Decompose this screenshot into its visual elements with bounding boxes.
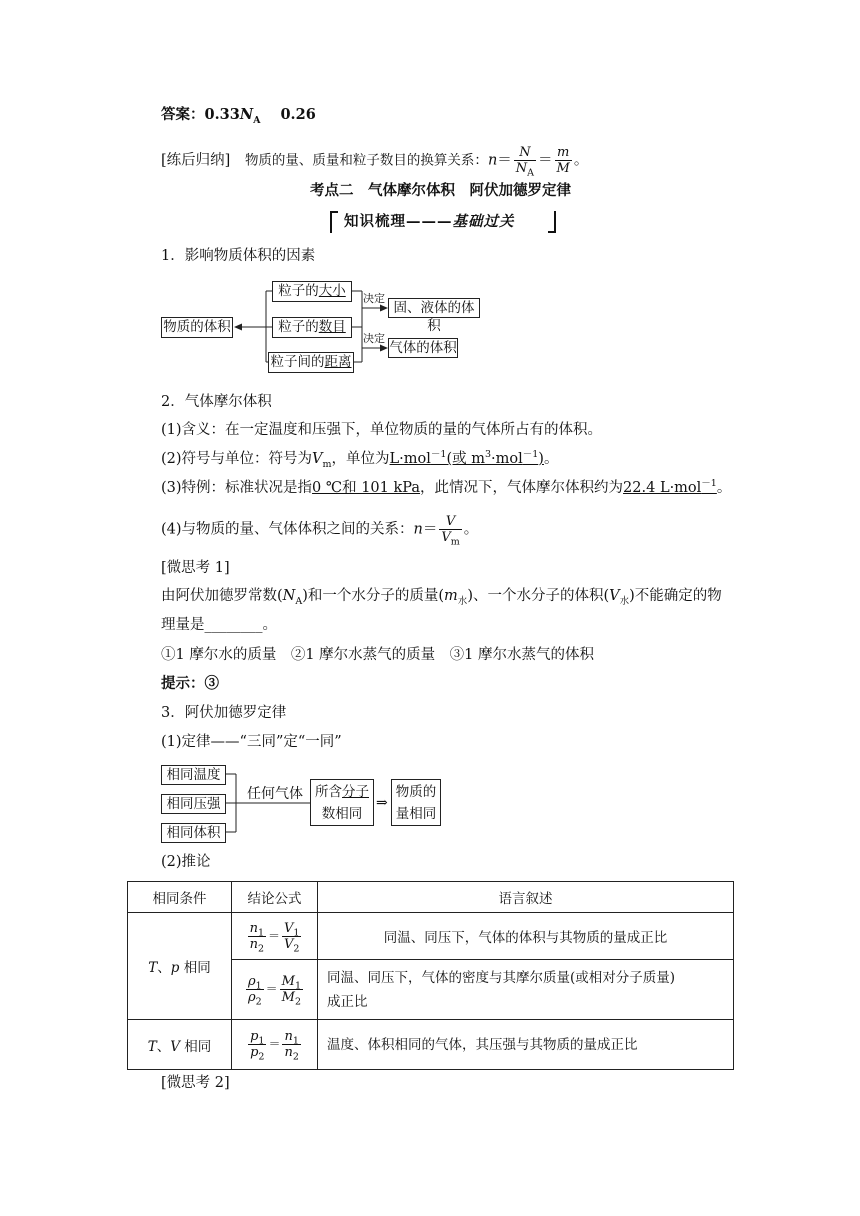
- header-description: 语言叙述: [318, 882, 734, 913]
- answer-label: 答案：: [161, 106, 205, 123]
- think2-tag: [微思考 2]: [161, 1075, 230, 1091]
- unit-3-sup: －1: [522, 449, 539, 461]
- l4-V: V: [445, 514, 456, 529]
- header-formula: 结论公式: [232, 882, 318, 913]
- s2-l4-a: (4)与物质的量、气体体积之间的关系：: [161, 521, 414, 538]
- cond1-p: p: [170, 960, 180, 976]
- box-same-molecule-count: [310, 779, 374, 826]
- summary-text: 物质的量、质量和粒子数目的换算关系：: [244, 152, 488, 169]
- f1-eq: ＝: [267, 928, 280, 943]
- box-gas-volume: 气体的体积: [389, 340, 457, 356]
- q1-m: m: [444, 588, 458, 604]
- stp-condition: 0 ℃和 101 kPa: [312, 480, 421, 496]
- s3-line-1: (1)定律——“三同”定“一同”: [161, 734, 342, 750]
- answer-unit-n: N: [239, 106, 254, 123]
- box-same-amount: [391, 779, 441, 826]
- q1-V-sub: 水: [619, 595, 630, 607]
- unit-2-sup: 3: [484, 449, 492, 461]
- summary-m: m: [557, 145, 570, 160]
- amount-line-2: 量相同: [395, 806, 437, 822]
- answer-unit-sub: A: [253, 114, 261, 126]
- s1-heading: 1．影响物质体积的因素: [161, 248, 316, 264]
- formula-rho-M: [232, 960, 318, 1020]
- f3-eq: ＝: [268, 1037, 281, 1051]
- unit-3: ·mol: [491, 451, 523, 467]
- f2-M2: M: [281, 990, 295, 1005]
- l4-eq: ＝: [422, 521, 438, 538]
- f3-pre: 粒子间的: [270, 354, 325, 370]
- f3-p1: p: [250, 1029, 259, 1044]
- f3-underlined: 距离: [324, 354, 352, 370]
- table-row: [128, 913, 734, 960]
- vm-symbol: V: [312, 451, 323, 467]
- cond2-T: T: [147, 1038, 157, 1055]
- cond1-sep: 、: [157, 960, 171, 976]
- f1-V1-sub: 1: [293, 927, 300, 939]
- unit-1-sup: －1: [430, 449, 447, 461]
- table-header-row: [128, 882, 734, 913]
- formula-n-V: [232, 913, 318, 960]
- cond1-T: T: [148, 960, 158, 976]
- f1-n1-sub: 1: [257, 927, 264, 939]
- f1-V2-sub: 2: [293, 943, 300, 955]
- f2-underlined: 数目: [318, 319, 346, 335]
- vm-sub: m: [322, 458, 332, 470]
- s2-l4-end: 。: [463, 521, 479, 538]
- answer-value-1: 0.33: [204, 106, 240, 123]
- unit-2: (或 m: [446, 451, 485, 467]
- l4-Vm: V: [441, 530, 451, 545]
- s2-line-1: (1)含义：在一定温度和压强下，单位物质的量的气体所占有的体积。: [161, 422, 603, 438]
- corollary-table: [127, 881, 734, 1070]
- f3-p2: p: [250, 1045, 259, 1060]
- contain-pre: 所含: [315, 784, 342, 800]
- f1-n2: n: [249, 936, 258, 952]
- f2-rho1: ρ: [247, 974, 256, 989]
- header-condition: 相同条件: [128, 882, 232, 913]
- f3-n1: n: [284, 1029, 293, 1044]
- unit-4: ): [538, 451, 544, 467]
- any-gas-label: 任何气体: [247, 786, 303, 802]
- s2-heading: 2．气体摩尔体积: [161, 394, 272, 410]
- think1-question-2: 理量是________。: [161, 617, 277, 633]
- banner-dash: ———: [406, 213, 453, 230]
- summary-tag: [练后归纳]: [161, 152, 231, 169]
- box-same-temperature: 相同温度: [161, 765, 226, 785]
- q1-c: )、一个水分子的体积(: [467, 588, 610, 604]
- f3-n2: n: [284, 1045, 293, 1060]
- desc-2: [318, 960, 734, 1020]
- summary-N: N: [519, 145, 531, 160]
- summary-eq: ＝: [497, 152, 512, 169]
- molar-volume-value: 22.4 L·mol: [623, 480, 702, 496]
- summary-NA-sub: A: [527, 167, 535, 179]
- s2-l3-a: (3)特例：标准状况是指: [161, 480, 313, 496]
- s3-line-2: (2)推论: [161, 854, 211, 870]
- molecule-line-1: [311, 783, 373, 801]
- decide-label-1: 决定: [363, 292, 385, 305]
- think1-options: ①1 摩尔水的质量 ②1 摩尔水蒸气的质量 ③1 摩尔水蒸气的体积: [161, 647, 595, 663]
- box-same-pressure: 相同压强: [161, 794, 226, 814]
- unit-1: L·mol: [389, 451, 431, 467]
- contain-underlined: 分子: [342, 784, 369, 800]
- q1-V: V: [609, 588, 620, 604]
- f2-M1: M: [281, 974, 295, 989]
- f1-pre: 粒子的: [278, 283, 319, 299]
- f2-rho2-sub: 2: [255, 996, 262, 1008]
- desc-2-line-1: 同温、同压下，气体的密度与其摩尔质量(或相对分子质量): [327, 969, 676, 986]
- answer-value-2: 0.26: [280, 106, 316, 123]
- s2-l3-b: ，此情况下，气体摩尔体积约为: [420, 480, 624, 496]
- section-title: 考点二 气体摩尔体积 阿伏加德罗定律: [310, 182, 571, 199]
- f2-eq: ＝: [265, 982, 278, 996]
- formula-p-n: [232, 1020, 318, 1070]
- f3-p1-sub: 1: [258, 1035, 265, 1047]
- table-row: [128, 1020, 734, 1070]
- s3-heading: 3．阿伏加德罗定律: [161, 705, 287, 721]
- l4-n: n: [413, 521, 423, 538]
- cond1-tail: 相同: [179, 960, 211, 976]
- f2-M2-sub: 2: [294, 996, 302, 1008]
- f2-M1-sub: 1: [294, 980, 302, 992]
- implies-arrow: ⇒: [376, 795, 388, 811]
- s2-l2-end: 。: [543, 451, 559, 467]
- box-substance-volume: 物质的体积: [161, 317, 233, 338]
- q1-m-sub: 水: [457, 595, 468, 607]
- f2-pre: 粒子的: [278, 319, 319, 335]
- think1-tag: [微思考 1]: [161, 560, 230, 576]
- f1-n2-sub: 2: [257, 943, 264, 955]
- f1-underlined: 大小: [318, 283, 346, 299]
- f3-n2-sub: 2: [292, 1051, 299, 1063]
- amount-line-1: 物质的: [395, 784, 437, 800]
- f3-p2-sub: 2: [258, 1051, 265, 1063]
- desc-1: 同温、同压下，气体的体积与其物质的量成正比: [318, 913, 734, 960]
- cond2-sep: 、: [156, 1038, 171, 1055]
- f2-rho2: ρ: [247, 990, 256, 1005]
- summary-NA: N: [515, 161, 528, 176]
- s2-l3-end: 。: [716, 480, 732, 496]
- summary-n: n: [487, 152, 498, 169]
- f1-n1: n: [249, 920, 258, 936]
- molar-volume-sup: －1: [701, 478, 717, 490]
- summary-M: M: [556, 161, 570, 176]
- cond-same-T-p: [128, 913, 232, 1020]
- l4-Vm-sub: m: [450, 536, 460, 548]
- cond2-V: V: [170, 1038, 180, 1055]
- cond2-tail: 相同: [179, 1038, 212, 1055]
- summary-end: 。: [573, 152, 589, 169]
- summary-eq-2: ＝: [538, 152, 553, 169]
- f1-V1: V: [284, 920, 294, 936]
- q1-d: )不能确定的物: [629, 588, 722, 604]
- q1-NA: N: [282, 588, 296, 604]
- box-solid-liquid-volume: 固、液体的体积: [388, 298, 480, 318]
- decide-label-2: 决定: [363, 332, 385, 345]
- s2-l2-b: ，单位为: [331, 451, 390, 467]
- s2-l2-a: (2)符号与单位：符号为: [161, 451, 313, 467]
- f1-V2: V: [284, 936, 294, 952]
- q1-NA-sub: A: [295, 595, 303, 607]
- f3-n1-sub: 1: [292, 1035, 299, 1047]
- desc-2-line-2: 成正比: [327, 993, 368, 1010]
- banner-right: 基础过关: [452, 213, 515, 230]
- box-same-volume: 相同体积: [161, 823, 226, 843]
- think1-hint: 提示：③: [161, 675, 219, 692]
- banner-left: 知识梳理: [344, 213, 406, 230]
- cond-same-T-V: [128, 1020, 232, 1070]
- q1-a: 由阿伏加德罗常数(: [161, 588, 283, 604]
- f2-rho1-sub: 1: [255, 980, 262, 992]
- molecule-line-2: 数相同: [321, 806, 363, 822]
- q1-b: )和一个水分子的质量(: [302, 588, 445, 604]
- desc-3: 温度、体积相同的气体，其压强与其物质的量成正比: [318, 1020, 734, 1070]
